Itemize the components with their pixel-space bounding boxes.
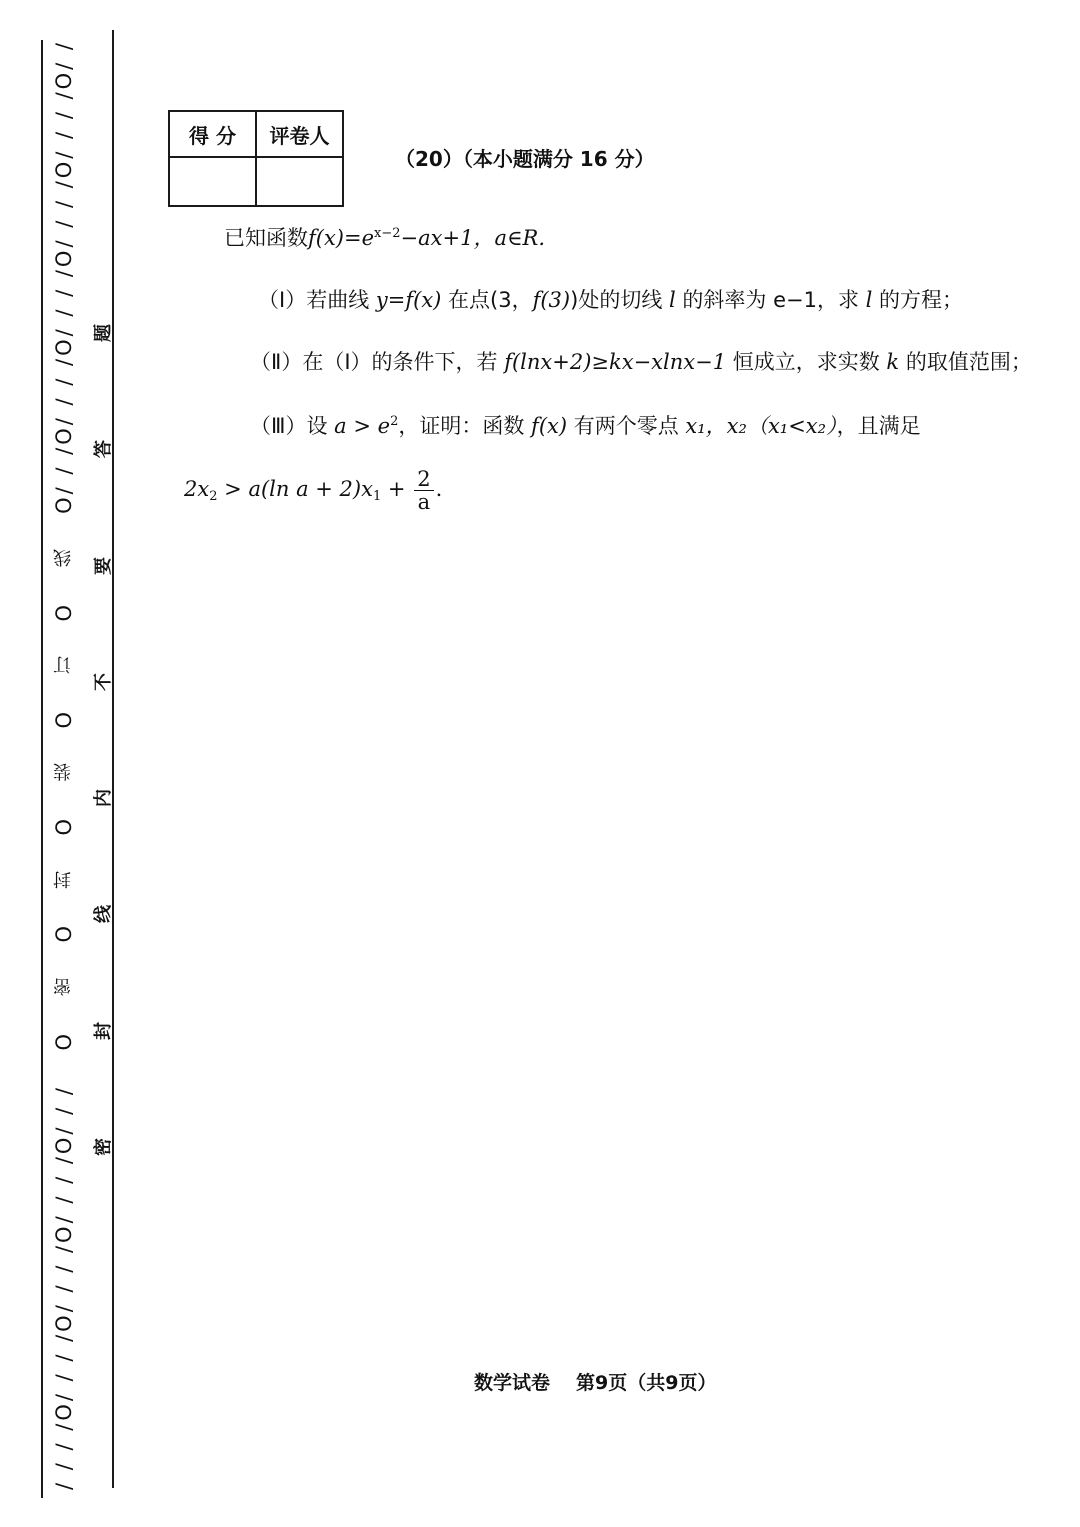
footer-page: 第9页（共9页）	[576, 1372, 717, 1394]
score-header: 得 分	[169, 111, 256, 157]
score-cell[interactable]	[169, 157, 256, 206]
binding-dash-bottom: / / / /O/ / / /O/ / / /O/ / / /O/ / /	[51, 1085, 76, 1490]
binding-circle: O	[51, 1030, 76, 1051]
grader-cell[interactable]	[256, 157, 343, 206]
warning-char: 题	[93, 324, 114, 342]
binding-circle: O	[51, 923, 76, 943]
question-heading: （20）（本小题满分 16 分）	[395, 147, 655, 171]
warning-char: 要	[93, 556, 114, 575]
binding-outer-line	[41, 40, 43, 1498]
binding-circle: O	[51, 816, 76, 836]
footer-subject: 数学试卷	[474, 1372, 551, 1394]
warning-char: 答	[93, 440, 114, 459]
binding-strip	[44, 40, 84, 1490]
binding-char-xian: 线	[53, 548, 74, 567]
fraction: $\frac{2}{a}$	[414, 468, 433, 513]
part-2: （Ⅱ）在（Ⅰ）的条件下，若 f(lnx+2)≥kx−xlnx−1 恒成立，求实数 k 的取值范围；	[250, 350, 1032, 374]
binding-char-zhuang: 装	[53, 763, 74, 782]
part-3: （Ⅲ）设 $a > e^2$，证明：函数 f(x) 有两个零点 x₁，x₂（x₁<x₂），且满足	[250, 414, 921, 438]
given-line: 已知函数$f(x)=e^{x-2}-ax+1$，a∈R.	[224, 226, 545, 250]
grader-header: 评卷人	[256, 111, 343, 157]
warning-char: 密	[93, 1137, 114, 1156]
binding-warning	[88, 320, 116, 1160]
binding-circle: O	[51, 601, 76, 622]
binding-circle: O	[51, 708, 76, 729]
binding-char-feng: 封	[53, 870, 74, 889]
page-footer	[474, 1368, 716, 1395]
warning-char: 封	[93, 1021, 114, 1040]
part-1: （Ⅰ）若曲线 y=f(x) 在点(3，f(3))处的切线 l 的斜率为 e−1，求 l 的方程；	[258, 288, 964, 312]
binding-char-mi: 密	[53, 977, 74, 996]
part-3-inequality: $2x_2 > a(\ln$ $a + 2)x_1$ + $\frac{2}{a}$ .	[184, 467, 443, 515]
warning-char: 线	[93, 905, 114, 924]
binding-char-ding: 订	[53, 656, 74, 674]
score-box	[168, 110, 344, 207]
binding-dash-top: O/ / /O/ / / /O/ / / /O/ / / /O/ / / /O/ /	[51, 40, 76, 514]
warning-char: 不	[93, 672, 114, 691]
warning-char: 内	[93, 789, 114, 808]
